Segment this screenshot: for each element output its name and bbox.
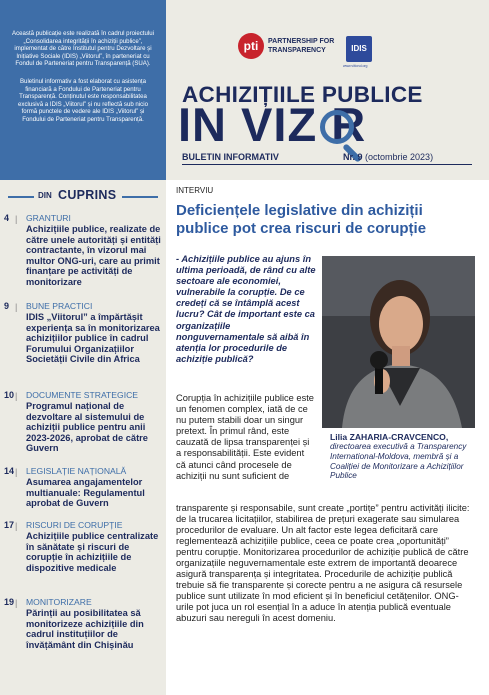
- toc-section: DOCUMENTE STRATEGICE: [26, 390, 139, 400]
- toc-section: GRANTURI: [26, 213, 71, 223]
- interview-question: - Achizițiile publice au ajuns în ultima perioadă, de rând cu alte sectoare ale economiei, vulnerabile la corupție. De ce credeți că se întâmplă acest lucru? Cât de important este ca organizațiile nonguvernamentale să aibă în atenția lor procedurile de achiziție publică?: [176, 254, 316, 364]
- toc-separator: |: [15, 467, 18, 477]
- toc-page-number: 19: [4, 597, 15, 607]
- toc-title: CUPRINS: [58, 188, 117, 202]
- portrait-illustration: [322, 256, 475, 428]
- header-info-panel: [0, 0, 166, 180]
- toc-article-title: Părinții au posibilitatea să monitorizeze achizițiile din cadrul instituțiilor de învățământ din Chișinău: [26, 608, 144, 650]
- pti-logo-text-1: PARTNERSHIP FOR: [268, 38, 335, 45]
- toc-article-title: Achizițiile publice centralizate în sănătate și riscuri de corupție în achizițiile de dispozitive medicale: [26, 531, 159, 573]
- issue-num: Nr. 9: [343, 152, 363, 162]
- toc-page-number: 17: [4, 520, 15, 530]
- idis-logo: IDIS: [346, 36, 372, 62]
- toc-page-number: 10: [4, 390, 15, 400]
- pti-logo: pti: [238, 33, 264, 59]
- magnifier-icon: [320, 110, 354, 144]
- header-paragraph-1: Această publicație este realizată în cadrul proiectului „Consolidarea integrității în achiziții publice”, implementat de către Institutul pentru Dezvoltare și Inițiative Sociale (IDIS) „Viitorul”, în parteneriat cu Fondul de Parteneriat pentru Transparență (SUA).: [12, 30, 154, 68]
- idis-logo-caption: www.viitorul.org: [343, 64, 368, 68]
- toc-page-number: 14: [4, 466, 15, 476]
- toc-article-title: IDIS „Viitorul” a împărtășit experiența sa în monitorizarea achizițiilor publice în cadrul Forumului Organizațiilor Societății Civile din Africa: [26, 312, 160, 365]
- toc-page-number: 4: [4, 213, 10, 223]
- toc-page-number: 9: [4, 301, 10, 311]
- bulletin-label: BULETIN INFORMATIV: [182, 152, 279, 162]
- divider: [122, 196, 158, 198]
- publication-title-line1: ACHIZIȚIILE PUBLICE: [182, 82, 423, 107]
- article-body-narrow: [176, 393, 316, 482]
- toc-section: LEGISLAȚIE NAȚIONALĂ: [26, 466, 127, 476]
- pti-logo-text-2: TRANSPARENCY: [268, 46, 326, 54]
- toc-article-title: Achizițiile publice, realizate de către unele autorități și entități contractante, în vizorul mai multor ONG-uri, care au primit finanțare pe activități de monitorizare: [26, 224, 161, 287]
- article-paragraph: Corupția în achizițiile publice este un fenomen complex, iată de ce nu putem stabili doar un singur pretext. În primul rând, este cauzată de lipsa transparenței și a responsabilității. Este evident că atunci când procesele de achiziții nu sunt suficient de: [176, 393, 314, 481]
- article-headline: Deficiențele legislative din achiziții publice pot crea riscuri de corupție: [176, 202, 427, 237]
- interviewee-photo: [322, 256, 475, 428]
- issue-date: (octombrie 2023): [365, 152, 434, 162]
- toc-section: BUNE PRACTICI: [26, 301, 93, 311]
- toc-separator: |: [15, 214, 18, 224]
- toc-section: MONITORIZARE: [26, 597, 92, 607]
- article-section: INTERVIU: [176, 186, 214, 195]
- article-paragraph: transparente și responsabile, sunt create „portițe” pentru activități ilicite: de la trucarea licitațiilor, stabilirea de prețuri exagerate sau simularea procedurilor de evaluare. Un alt factor este legea deficitară care reglementează achizițiile publice, ceea ce poate crea „oportunități” pentru corupție. Monitorizarea procedurilor de achiziție publică de către organizațiile neguvernamentale este extrem de importantă deoarece asigură transparența și integritatea. Procedurile de achiziție publică trebuie să fie transparente și corecte pentru a ne asigura că resursele publice sunt utilizate în mod eficient și în beneficiul cetățenilor. ONG-urile pot juca un rol esențial în a aduce în atenția publică eventuale abuzuri sau nereguli în acest domeniu.: [176, 503, 470, 624]
- toc-separator: |: [15, 598, 18, 608]
- interviewee-role: directoarea executivă a Transparency International-Moldova, membră și a Coaliției de Monitorizare a Achizițiilor Publice: [330, 442, 467, 481]
- pti-logo-text: [268, 38, 334, 55]
- toc-prefix: DIN: [38, 191, 52, 200]
- divider: [8, 196, 34, 198]
- article-body-wide: [176, 503, 476, 625]
- toc-article-title: Asumarea angajamentelor multianuale: Regulamentul aprobat de Guvern: [26, 477, 145, 509]
- publication-title-line2: IN VIZ R: [178, 98, 367, 151]
- photo-caption: [330, 432, 480, 481]
- divider: [182, 164, 472, 165]
- toc-separator: |: [15, 302, 18, 312]
- toc-section: RISCURI DE CORUPȚIE: [26, 520, 123, 530]
- toc-separator: |: [15, 391, 18, 401]
- interviewee-name: Lilia ZAHARIA-CRAVCENCO,: [330, 432, 449, 442]
- toc-separator: |: [15, 521, 18, 531]
- issue-number: [343, 152, 433, 162]
- toc-article-title: Programul național de dezvoltare al sistemului de achiziții publice pentru anii 2023-2026, aprobat de către Guvern: [26, 401, 148, 454]
- header-paragraph-2: Buletinul informativ a fost elaborat cu asistența financiară a Fondului de Parteneriat pentru Transparență. Conținutul este responsabilitatea exclusivă a IDIS „Viitorul” și nu reflectă sub nicio formă punctele de vedere ale IDIS „Viitorul” și Fondului de Parteneriat pentru Transparență.: [18, 77, 148, 123]
